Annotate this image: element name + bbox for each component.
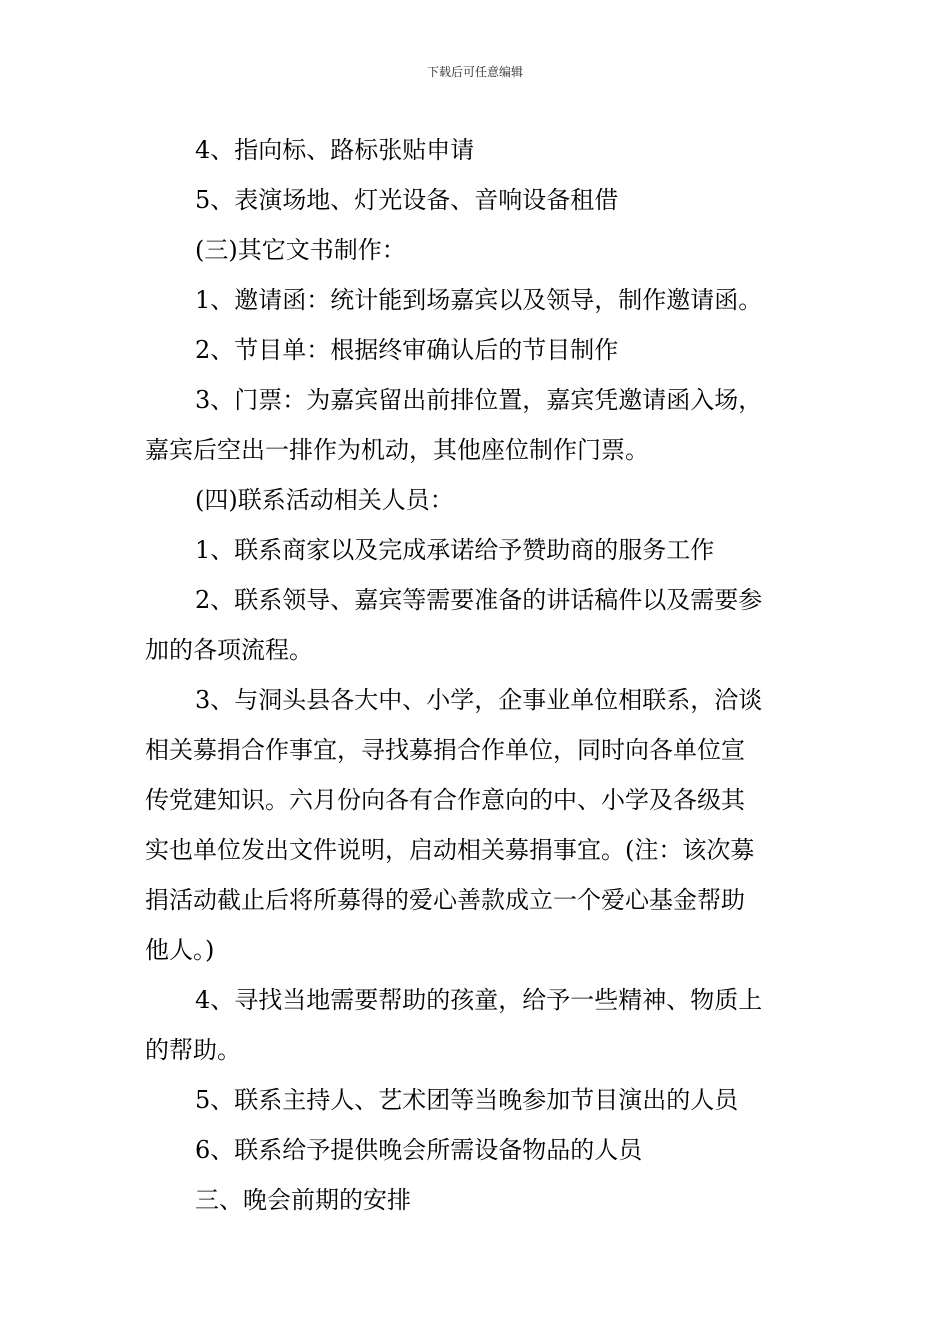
text-line: 4、指向标、路标张贴申请	[195, 136, 475, 164]
paragraph-11	[145, 975, 810, 1075]
text-line: 1、联系商家以及完成承诺给予赞助商的服务工作	[195, 536, 715, 564]
text-line: (四)联系活动相关人员：	[195, 486, 454, 514]
section-heading-3	[145, 225, 810, 275]
text-line: 加的各项流程。	[145, 636, 313, 664]
text-line: 3、与洞头县各大中、小学，企事业单位相联系，洽谈	[195, 686, 763, 714]
text-line: 实也单位发出文件说明，启动相关募捐事宜。(注：该次募	[145, 836, 755, 864]
section-heading-14	[145, 1175, 810, 1225]
page-header: 下载后可任意编辑	[426, 65, 523, 79]
text-line: 1、邀请函：统计能到场嘉宾以及领导，制作邀请函。	[195, 286, 763, 314]
paragraph-10	[145, 675, 810, 975]
text-line: 5、表演场地、灯光设备、音响设备租借	[195, 186, 619, 214]
section-heading-7	[145, 475, 810, 525]
text-line: 的帮助。	[145, 1036, 241, 1064]
text-line: 嘉宾后空出一排作为机动，其他座位制作门票。	[145, 436, 649, 464]
paragraph-13	[145, 1125, 810, 1175]
paragraph-8	[145, 525, 810, 575]
paragraph-12	[145, 1075, 810, 1125]
text-line: 2、节目单：根据终审确认后的节目制作	[195, 336, 619, 364]
text-line: 3、门票：为嘉宾留出前排位置，嘉宾凭邀请函入场，	[195, 386, 763, 414]
document-body	[145, 125, 810, 1225]
text-line: 捐活动截止后将所募得的爱心善款成立一个爱心基金帮助	[145, 886, 745, 914]
paragraph-5	[145, 325, 810, 375]
text-line: 6、联系给予提供晚会所需设备物品的人员	[195, 1136, 643, 1164]
paragraph-4	[145, 275, 810, 325]
text-line: 4、寻找当地需要帮助的孩童，给予一些精神、物质上	[195, 986, 763, 1014]
text-line: (三)其它文书制作：	[195, 236, 406, 264]
text-line: 传党建知识。六月份向各有合作意向的中、小学及各级其	[145, 786, 745, 814]
text-line: 2、联系领导、嘉宾等需要准备的讲话稿件以及需要参	[195, 586, 763, 614]
text-line: 他人。)	[145, 936, 215, 964]
text-line: 5、联系主持人、艺术团等当晚参加节目演出的人员	[195, 1086, 739, 1114]
paragraph-1	[145, 125, 810, 175]
text-line: 相关募捐合作事宜，寻找募捐合作单位，同时向各单位宣	[145, 736, 745, 764]
paragraph-6	[145, 375, 810, 475]
paragraph-9	[145, 575, 810, 675]
paragraph-2	[145, 175, 810, 225]
text-line: 三、晚会前期的安排	[195, 1186, 411, 1214]
